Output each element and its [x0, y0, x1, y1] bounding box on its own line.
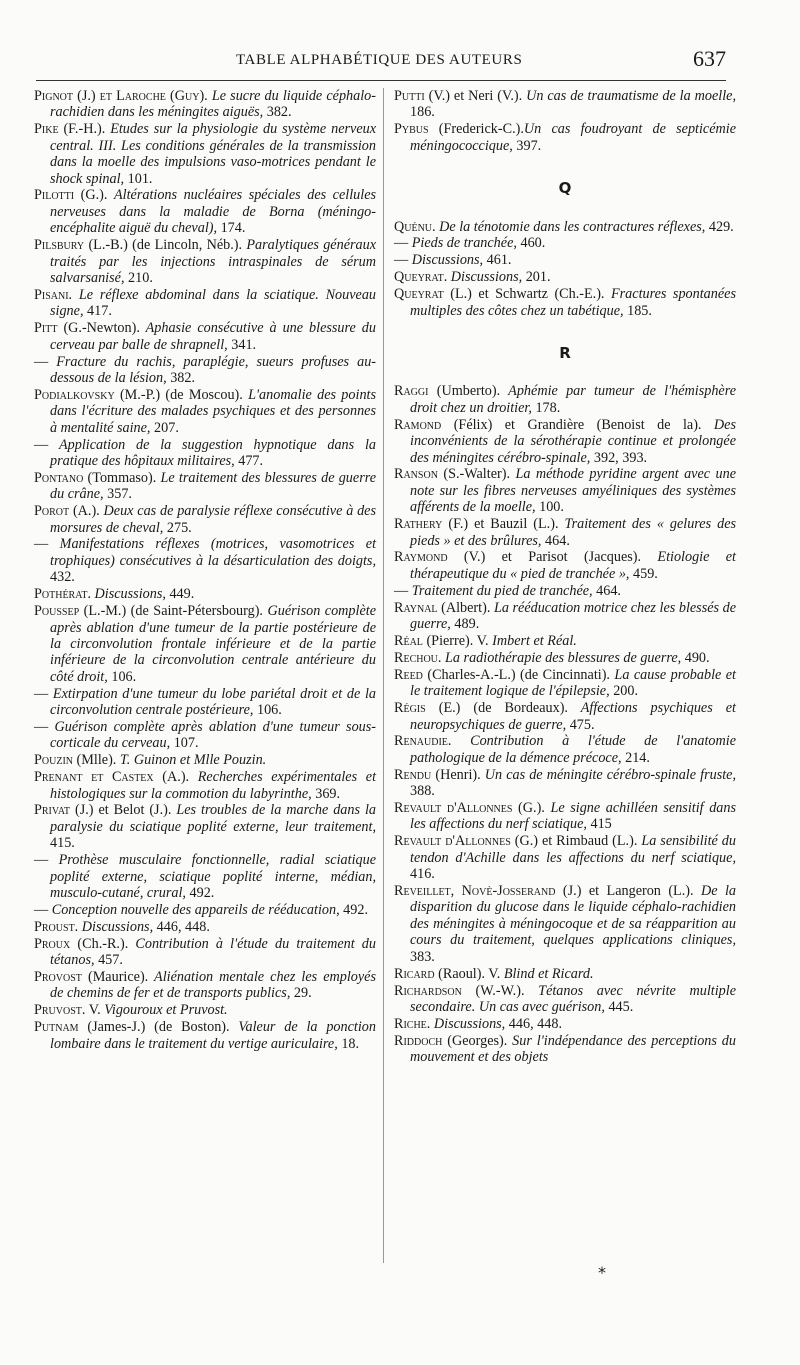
page-reference: 369.	[311, 785, 341, 802]
work-title: Etudes sur la physiologie du système nerveux central. III. Les conditions générales de la transmission dans la moelle des impulsions vaso-motrices pendant le shock spinal,	[50, 121, 377, 187]
author-name: Rechou.	[394, 649, 442, 666]
work-title: La radiothérapie des blessures de guerre,	[445, 649, 682, 666]
author-details: (M.-P.) (de Moscou).	[119, 386, 243, 403]
author-name: Rendu	[394, 766, 432, 783]
work-title: Le sucre du liquide céphalo-rachidien dans les méningites aiguës,	[50, 88, 376, 121]
author-name: Ricard	[394, 965, 435, 982]
work-title: Manifestations réflexes (motrices, vasomotrices et trophiques) consécutives à la désarticulation des doigts,	[50, 536, 377, 569]
work-title: De la disparition du glucose dans le liquide céphalo-rachidien des méningites à méningocoque et de sa réapparition au cours du traitement, quelques applications cliniques,	[410, 883, 736, 949]
author-name: Provost	[34, 969, 82, 986]
page-reference: 429.	[705, 218, 734, 235]
page-reference: 457.	[94, 952, 123, 969]
index-entry	[34, 969, 376, 1002]
author-name: —	[34, 536, 49, 553]
author-details: (James-J.) (de Boston).	[87, 1019, 230, 1036]
index-entry	[394, 1016, 736, 1032]
running-header	[36, 46, 726, 80]
author-name: Rathery	[394, 516, 443, 533]
author-details: (G.-Newton).	[63, 320, 140, 337]
work-title: Discussions,	[433, 1015, 506, 1032]
author-details: (W.-W.).	[475, 982, 525, 999]
index-entry	[394, 516, 736, 549]
work-title: Un cas foudroyant de septicémie méningococcique,	[410, 121, 736, 154]
index-entry	[394, 269, 736, 285]
author-name: Pisani.	[34, 286, 73, 303]
work-title: Vigouroux et Pruvost.	[100, 1002, 228, 1019]
author-name: Renaudie.	[394, 733, 452, 750]
page-number: 637	[693, 46, 726, 71]
header-rule	[36, 80, 726, 81]
page-reference: 382.	[166, 369, 196, 386]
author-name: —	[34, 852, 49, 869]
author-name: Pontano	[34, 469, 84, 486]
author-details: (Albert).	[441, 599, 491, 616]
work-title: Le signe achilléen sensitif dans les affections du nerf sciatique,	[410, 800, 737, 833]
index-entry	[34, 603, 376, 685]
author-details: (Frederick-C.).	[438, 121, 524, 138]
author-details: (L.) et Schwartz (Ch.-E.).	[450, 286, 605, 303]
author-details: (Georges).	[447, 1032, 508, 1049]
index-entry	[34, 1002, 376, 1018]
author-details: (E.) (de Bordeaux).	[438, 700, 568, 717]
page-reference: 200.	[609, 683, 639, 700]
work-title: Traitement des « gelures des pieds » et des brûlures,	[410, 516, 737, 549]
work-title: Le traitement des blessures de guerre du crâne,	[50, 469, 377, 503]
author-details: (Henri).	[435, 766, 481, 783]
page-reference: 415.	[50, 835, 75, 852]
page-reference: 178.	[531, 399, 561, 416]
work-title: L'anomalie des points dans l'écriture des malades psychiques et des personnes à mentalité saine,	[50, 386, 376, 436]
work-title: Contribution à l'étude de l'anatomie pathologique de la démence précoce,	[410, 733, 736, 766]
right-column	[394, 88, 736, 1066]
page-reference: 475.	[566, 716, 595, 733]
page-reference: 449.	[165, 586, 195, 603]
page-reference: 185.	[623, 302, 652, 319]
author-details: (L.-M.) (de Saint-Pétersbourg).	[83, 603, 263, 620]
author-name: Pignot (J.) et Laroche (Guy).	[34, 88, 208, 104]
index-entry	[34, 586, 376, 602]
page-reference: 416.	[410, 866, 435, 883]
page-reference: 383.	[410, 948, 435, 965]
work-title: Conception nouvelle des appareils de rééducation,	[51, 901, 340, 918]
work-title: Fracture du rachis, paraplégie, sueurs profuses au-dessous de la lésion,	[50, 353, 377, 386]
column-divider	[383, 88, 384, 1263]
author-name: Pothérat.	[34, 586, 91, 603]
page-reference: 186.	[410, 104, 435, 121]
work-title: Aphasie consécutive à une blessure du cerveau par balle de shrapnell,	[50, 320, 376, 353]
author-name: Riddoch	[394, 1032, 443, 1049]
page-reference: 207.	[150, 419, 179, 436]
work-title: Tétanos avec névrite multiple secondaire. Un cas avec guérison,	[410, 982, 737, 1015]
left-column	[34, 88, 376, 1053]
index-entry	[34, 503, 376, 536]
author-details: (J.) et Belot (J.).	[75, 802, 172, 819]
author-details: (Charles-A.-L.) (de Cincinnati).	[427, 666, 610, 683]
index-entry	[34, 387, 376, 436]
work-title: Extirpation d'une tumeur du lobe pariétal droit et de la circonvolution centrale postérieure,	[50, 685, 377, 719]
author-name: Revault d'Allonnes	[394, 833, 511, 850]
author-name: Reed	[394, 666, 423, 683]
index-entry	[34, 470, 376, 503]
author-name: Putnam	[34, 1019, 79, 1036]
author-name: Raymond	[394, 549, 448, 566]
author-name: —	[34, 353, 49, 370]
author-details: (Maurice).	[87, 969, 149, 986]
author-details: (V.) et Neri (V.).	[428, 88, 523, 104]
page-reference: 106.	[253, 702, 282, 719]
author-name: Reveillet, Novè-Josserand	[394, 883, 556, 900]
index-entry	[394, 417, 736, 466]
index-entry	[394, 667, 736, 700]
work-title: Application de la suggestion hypnotique dans la pratique des hôpitaux militaires,	[50, 436, 377, 469]
author-details: (de Lincoln, Néb.).	[132, 237, 243, 254]
index-entry	[394, 1033, 736, 1066]
page-reference: 382.	[263, 104, 292, 121]
work-title: Les troubles de la marche dans la paralysie du sciatique poplité externe, leur traitement,	[50, 802, 377, 835]
index-entry	[394, 583, 736, 599]
work-title: Guérison complète après ablation d'une tumeur sous-corticale du cerveau,	[50, 718, 377, 752]
author-name: —	[394, 235, 409, 252]
author-name: Raggi	[394, 383, 429, 400]
page-reference: 492.	[185, 885, 215, 901]
author-details: (G.).	[518, 800, 545, 817]
work-title: La méthode pyridine argent avec une note sur les fibres nerveuses amyéliniques des systèmes afférents de la moelle,	[410, 466, 737, 516]
page-reference: 392, 393.	[590, 449, 648, 466]
author-name: —	[34, 685, 49, 702]
author-name: Pybus	[394, 121, 429, 138]
work-title: Un cas de traumatisme de la moelle,	[522, 88, 737, 104]
index-entry	[34, 802, 376, 851]
page-reference: 446, 448.	[505, 1015, 562, 1032]
page-reference: 275.	[163, 519, 192, 536]
index-entry	[34, 354, 376, 387]
author-details: (V.) et Parisot (Jacques).	[463, 549, 642, 566]
work-title: Discussions,	[411, 252, 484, 269]
work-title: Altérations nucléaires spéciales des cellules nerveuses dans la maladie de Borna (méningo-encéphalite aiguë du cheval),	[50, 187, 377, 237]
work-title: La rééducation motrice chez les blessés de guerre,	[410, 599, 737, 633]
index-entry	[34, 536, 376, 585]
work-title: Discussions,	[81, 918, 154, 935]
author-name: Putti	[394, 88, 425, 104]
author-name: Proux	[34, 935, 71, 952]
work-title: Discussions,	[450, 269, 523, 286]
work-title: Contribution à l'étude du traitement du tétanos,	[50, 935, 376, 969]
index-entry	[394, 286, 736, 319]
work-title: Imbert et Réal.	[488, 632, 577, 649]
page-reference: 445.	[604, 998, 634, 1015]
author-name: Porot	[34, 503, 70, 520]
work-title: Affections psychiques et neuropsychiques de guerre,	[410, 700, 736, 733]
index-entry	[34, 121, 376, 187]
author-name: Pouzin	[34, 752, 73, 769]
author-name: Poussep	[34, 603, 80, 620]
page-reference: 341.	[227, 336, 257, 353]
author-name: Raynal	[394, 599, 438, 616]
page-reference: 107.	[170, 735, 199, 752]
author-details: (F.) et Bauzil (L.).	[448, 516, 559, 533]
index-entry	[34, 320, 376, 353]
author-name: Réal	[394, 632, 423, 649]
author-details: V.	[88, 1002, 101, 1019]
index-entry	[34, 686, 376, 719]
index-entry	[394, 983, 736, 1016]
author-name: Richardson	[394, 982, 462, 999]
work-title: De la ténotomie dans les contractures réflexes,	[439, 218, 706, 235]
page-reference: 29.	[290, 985, 312, 1002]
author-name: Pitt	[34, 320, 58, 337]
author-name: Proust.	[34, 918, 79, 935]
author-details: (G.) et Rimbaud (L.).	[514, 833, 638, 850]
footer-mark: *	[598, 1263, 606, 1282]
page-reference: 417.	[83, 303, 112, 320]
index-entry	[34, 719, 376, 752]
page-reference: 432.	[50, 569, 75, 586]
work-title: Prothèse musculaire fonctionnelle, radial sciatique poplité externe, sciatique poplité interne, médian, musculo-cutané, crural,	[50, 852, 376, 901]
index-entry	[34, 1019, 376, 1052]
author-name: —	[34, 436, 49, 453]
header-title: TABLE ALPHABÉTIQUE DES AUTEURS	[236, 52, 523, 68]
section-r	[394, 383, 736, 1065]
index-entry	[34, 88, 376, 121]
index-entry	[394, 383, 736, 416]
work-title: Valeur de la ponction lombaire dans le traitement du vertige auriculaire,	[50, 1019, 376, 1052]
page-reference: 210.	[124, 269, 153, 286]
work-title: La cause probable et le traitement logique de l'épilepsie,	[410, 666, 736, 700]
author-details: (Ch.-R.).	[77, 935, 129, 952]
author-name: Prenant et Castex	[34, 769, 154, 786]
work-title: Guérison complète après ablation d'une tumeur de la partie postérieure de la circonvolution frontale inférieure et de la partie inférieure de la circonvolution centrale antérieure du côté droit,	[50, 603, 376, 685]
work-title: Recherches expérimentales et histologiques sur la commotion du labyrinthe,	[50, 769, 377, 802]
work-title: Sur l'indépendance des perceptions du mouvement et des objets	[410, 1032, 736, 1066]
page-reference: 415	[586, 816, 612, 833]
author-name: Queyrat.	[394, 269, 448, 286]
page-reference: 460.	[516, 235, 546, 252]
index-entry	[34, 287, 376, 320]
author-name: Ranson	[394, 466, 438, 483]
author-details: (J.) et Langeron (L.).	[562, 883, 694, 900]
author-name: Pruvost.	[34, 1002, 86, 1019]
index-entry	[394, 88, 736, 121]
index-entry	[34, 187, 376, 236]
author-details: (Félix) et Grandière (Benoist de la).	[453, 416, 702, 433]
author-details: (Mlle).	[76, 752, 117, 769]
author-name: Privat	[34, 802, 71, 819]
index-entry	[394, 800, 736, 833]
index-entry	[394, 600, 736, 633]
index-entry	[34, 919, 376, 935]
index-entry	[34, 752, 376, 768]
index-entry	[34, 437, 376, 470]
index-entry	[394, 235, 736, 251]
index-entry	[34, 852, 376, 901]
author-name: Régis	[394, 700, 426, 717]
work-title: Des inconvénients de la sérothérapie continue et prolongée des méningites cérébro-spinale,	[410, 416, 736, 466]
author-details: (Pierre). V.	[426, 632, 489, 649]
author-name: Ramond	[394, 416, 442, 433]
page-reference: 214.	[621, 749, 650, 766]
work-title: Deux cas de paralysie réflexe consécutive à des morsures de cheval,	[50, 503, 377, 536]
page-reference: 106.	[107, 668, 137, 685]
page-reference: 174.	[217, 220, 246, 237]
author-name: Revault d'Allonnes	[394, 800, 513, 817]
page-reference: 446, 448.	[153, 918, 210, 935]
author-name: Pilotti (G.).	[34, 187, 108, 204]
work-title: Etiologie et thérapeutique du « pied de tranchée »,	[410, 549, 736, 582]
author-name: Riche.	[394, 1015, 431, 1032]
author-name: Queyrat	[394, 286, 444, 303]
author-name: —	[34, 718, 49, 735]
work-title: Discussions,	[94, 586, 166, 603]
index-entry	[394, 700, 736, 733]
index-entry	[394, 767, 736, 800]
index-entry	[394, 650, 736, 666]
page-reference: 459.	[629, 565, 658, 582]
author-details: (Raoul). V.	[438, 965, 501, 982]
author-name: —	[34, 901, 49, 918]
work-title: Le réflexe abdominal dans la sciatique. Nouveau signe,	[50, 286, 377, 320]
page-reference: 489.	[450, 616, 480, 633]
index-entry	[394, 549, 736, 582]
index-entry	[394, 252, 736, 268]
author-name: Pilsbury (L.-B.)	[34, 237, 128, 254]
page-reference: 461.	[483, 252, 512, 269]
work-title: Fractures spontanées multiples des côtes chez un tabétique,	[410, 286, 736, 319]
work-title: Traitement du pied de tranchée,	[411, 582, 593, 599]
index-entry	[34, 769, 376, 802]
index-entry	[394, 833, 736, 882]
index-entry	[34, 902, 376, 918]
author-name: —	[394, 252, 409, 269]
work-title: T. Guinon et Mlle Pouzin.	[116, 752, 267, 769]
page-reference: 388.	[410, 783, 435, 800]
page-reference: 397.	[512, 137, 542, 154]
page-reference: 101.	[124, 170, 153, 187]
index-entry	[34, 936, 376, 969]
work-title: La sensibilité du tendon d'Achille dans les affections du nerf sciatique,	[410, 833, 736, 866]
index-entry	[394, 883, 736, 965]
page-reference: 464.	[541, 532, 570, 549]
page-reference: 477.	[234, 452, 264, 469]
work-title: Pieds de tranchée,	[411, 235, 517, 252]
author-name: Podialkovsky	[34, 386, 115, 403]
index-entry	[394, 633, 736, 649]
author-details: (A.).	[162, 769, 190, 786]
index-entry	[394, 966, 736, 982]
index-entry	[34, 237, 376, 286]
section-q	[394, 219, 736, 319]
work-title: Aliénation mentale chez les employés de chemins de fer et de transports publics,	[50, 969, 376, 1002]
index-entry	[394, 121, 736, 154]
section-p-continued	[394, 88, 736, 154]
page-reference: 201.	[522, 269, 551, 286]
index-entry	[394, 466, 736, 515]
work-title: Paralytiques généraux traités par les injections intraspinales de sérum salvarsanisé,	[50, 237, 376, 286]
page-reference: 18.	[337, 1035, 360, 1052]
author-name: Quénu.	[394, 218, 436, 235]
index-entry	[394, 219, 736, 235]
work-title: Un cas de méningite cérébro-spinale fruste,	[480, 766, 737, 783]
page-reference: 492.	[339, 901, 368, 918]
author-name: Pike (F.-H.).	[34, 121, 106, 138]
work-title: Blind et Ricard.	[500, 965, 594, 982]
page-reference: 357.	[103, 486, 132, 503]
index-entry	[394, 733, 736, 766]
work-title: Aphémie par tumeur de l'hémisphère droit chez un droitier,	[410, 383, 736, 416]
author-details: (S.-Walter).	[443, 466, 510, 483]
page-reference: 490.	[681, 649, 710, 666]
author-name: —	[394, 582, 409, 599]
page-reference: 100.	[535, 499, 564, 516]
author-details: (A.).	[72, 503, 100, 520]
author-details: (Umberto).	[436, 383, 501, 400]
section-letter-r: R	[559, 343, 571, 362]
section-letter-q: Q	[558, 179, 572, 198]
author-details: (Tommaso).	[87, 469, 157, 486]
page-reference: 464.	[592, 582, 621, 599]
